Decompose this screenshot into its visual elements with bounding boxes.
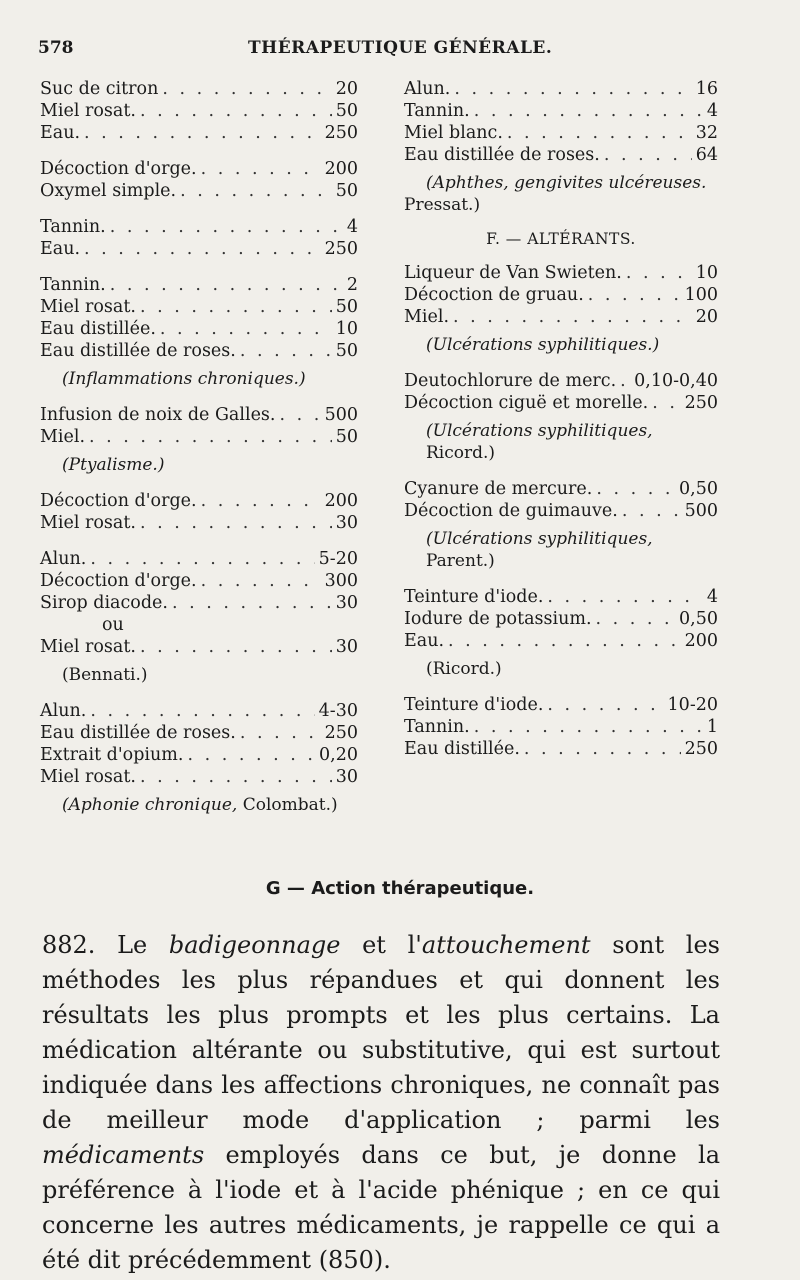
para-text: sont les méthodes les plus répandues et qui donnent les résultats les plus prompts et les plus certains. La médication altérante ou substitutive, qui est surtout indiquée dans les affections chroniques, ne connaît pas de meilleur mode d'application ; parmi les (42, 931, 720, 1134)
ingredient-row (404, 586, 718, 608)
ingredient-name: Décoction de guimauve. (404, 501, 618, 521)
ingredient-name: Oxymel simple. (40, 181, 177, 201)
leader-dots (89, 426, 332, 448)
section-title: G — Action thérapeutique. (265, 878, 535, 899)
ingredient-row (40, 318, 358, 340)
section-subheading: F. — ALTÉRANTS. (486, 230, 636, 248)
ingredient-quantity: 250 (324, 123, 358, 143)
ingredient-name: Tannin. (40, 217, 106, 237)
leader-dots (596, 608, 676, 630)
ingredient-quantity: 300 (324, 571, 358, 591)
note-author: Colombat.) (237, 795, 338, 815)
leader-dots (507, 122, 692, 144)
ingredient-row (40, 426, 358, 448)
ingredient-row (404, 284, 718, 306)
ingredient-row (404, 392, 718, 414)
ingredient-row (40, 700, 358, 722)
page-number: 578 (38, 38, 74, 58)
indication-note (404, 528, 718, 572)
ingredient-name: Décoction ciguë et morelle. (404, 393, 649, 413)
leader-dots (140, 296, 332, 318)
leader-dots (172, 592, 332, 614)
leader-dots (453, 306, 692, 328)
ingredient-quantity: 500 (324, 405, 358, 425)
recipe-group (40, 490, 358, 534)
ingredient-quantity: 16 (695, 79, 718, 99)
ingredient-name: Miel blanc. (404, 123, 503, 143)
ingredient-quantity: 1 (706, 717, 718, 737)
ingredient-quantity: 50 (335, 297, 358, 317)
leader-dots (140, 100, 332, 122)
ingredient-name: Iodure de potassium. (404, 609, 592, 629)
left-column-recipes (40, 78, 358, 830)
leader-dots (84, 238, 321, 260)
ingredient-quantity: 250 (684, 739, 718, 759)
ingredient-name: Tannin. (404, 101, 470, 121)
ingredient-row (404, 478, 718, 500)
indication-note (404, 420, 718, 464)
ingredient-name: Eau. (404, 631, 445, 651)
leader-dots (140, 512, 332, 534)
note-author-line: Pressat.) (404, 195, 481, 215)
ingredient-quantity: 0,50 (679, 609, 718, 629)
ingredient-name: Alun. (40, 549, 87, 569)
recipe-group (404, 230, 718, 356)
ingredient-quantity: 5-20 (318, 549, 358, 569)
ingredient-name: Eau. (40, 123, 81, 143)
ingredient-row (40, 122, 358, 144)
note-text: (Ricord.) (426, 659, 502, 679)
leader-dots (187, 744, 315, 766)
ingredient-quantity: 0,20 (319, 745, 358, 765)
ingredient-row (404, 262, 718, 284)
ingredient-name: Miel. (40, 427, 86, 447)
ingredient-name: Miel rosat. (40, 637, 136, 657)
recipe-group (404, 478, 718, 572)
leader-dots (201, 158, 321, 180)
right-column-recipes (404, 78, 718, 774)
ingredient-quantity: 20 (695, 307, 718, 327)
indication-note (404, 334, 718, 356)
recipe-group (40, 700, 358, 816)
ingredient-name: Eau. (40, 239, 81, 259)
leader-dots (90, 548, 314, 570)
ingredient-name: Alun. (40, 701, 87, 721)
ingredient-name: Teinture d'iode. (404, 695, 544, 715)
ingredient-row (40, 592, 358, 614)
ingredient-row (40, 614, 358, 636)
ingredient-row (40, 238, 358, 260)
ingredient-row (40, 216, 358, 238)
ingredient-row (404, 630, 718, 652)
ingredient-quantity: 50 (335, 181, 358, 201)
ingredient-quantity: 30 (335, 637, 358, 657)
ingredient-quantity: 0,50 (679, 479, 718, 499)
ingredient-row (404, 694, 718, 716)
para-italic: attouchement (421, 931, 591, 959)
indication-note (40, 794, 358, 816)
ingredient-name: Deutochlorure de merc. (404, 371, 617, 391)
ingredient-row (40, 722, 358, 744)
leader-dots (140, 636, 332, 658)
ingredient-row (40, 570, 358, 592)
ingredient-quantity: 10 (335, 319, 358, 339)
leader-dots (474, 100, 703, 122)
note-italic: (Inflammations chroniques.) (62, 369, 306, 389)
leader-dots (201, 570, 321, 592)
ingredient-name: Décoction d'orge. (40, 159, 197, 179)
leader-dots (622, 500, 681, 522)
para-italic: badigeonnage (168, 931, 341, 959)
ingredient-row (40, 490, 358, 512)
note-italic: (Aphonie chronique, (62, 795, 238, 815)
note-italic: (Ulcérations syphilitiques.) (426, 335, 660, 355)
note-italic: (Aphthes, gengivites ulcéreuses. (426, 173, 707, 193)
recipe-group (40, 158, 358, 202)
ingredient-quantity: 100 (684, 285, 718, 305)
leader-dots (620, 370, 630, 392)
ingredient-quantity: 64 (695, 145, 718, 165)
ingredient-name: Décoction de gruau. (404, 285, 584, 305)
ingredient-row (404, 716, 718, 738)
para-text: employés dans ce but, je donne la préférence à l'iode et à l'acide phénique ; en ce qui concerne les autres médicaments, je rappelle ce qui a été dit précédemment (850). (42, 1141, 720, 1274)
ingredient-quantity: 4 (706, 101, 718, 121)
leader-dots (90, 700, 314, 722)
recipe-group (404, 694, 718, 760)
ingredient-name: Eau distillée de roses. (40, 723, 236, 743)
leader-dots (626, 262, 692, 284)
ingredient-row (40, 340, 358, 362)
ingredient-row (40, 180, 358, 202)
recipe-group (40, 216, 358, 260)
ingredient-row (404, 500, 718, 522)
ingredient-row (40, 296, 358, 318)
ingredient-row (404, 78, 718, 100)
leader-dots (110, 274, 343, 296)
leader-dots (596, 478, 675, 500)
ingredient-quantity: 10 (695, 263, 718, 283)
ingredient-quantity: 200 (324, 491, 358, 511)
note-italic: (Ulcérations syphilitiques, (426, 529, 653, 549)
ingredient-row (40, 766, 358, 788)
ingredient-name: Miel rosat. (40, 767, 136, 787)
ingredient-row (404, 738, 718, 760)
ingredient-quantity: 0,10-0,40 (634, 371, 718, 391)
ingredient-name: Miel rosat. (40, 297, 136, 317)
note-text: (Bennati.) (62, 665, 148, 685)
indication-note (404, 658, 718, 680)
ingredient-quantity: 200 (684, 631, 718, 651)
leader-dots (448, 630, 681, 652)
leader-dots (240, 722, 321, 744)
ingredient-name: Alun. (404, 79, 451, 99)
ingredient-name: Eau distillée de roses. (404, 145, 600, 165)
ingredient-name: Eau distillée. (404, 739, 520, 759)
ingredient-quantity: 4 (706, 587, 718, 607)
ingredient-row (40, 636, 358, 658)
ingredient-quantity: 30 (335, 513, 358, 533)
ingredient-quantity: 200 (324, 159, 358, 179)
ingredient-quantity: 50 (335, 427, 358, 447)
ingredient-quantity: 30 (335, 593, 358, 613)
leader-dots (547, 694, 663, 716)
leader-dots (201, 490, 321, 512)
running-title: THÉRAPEUTIQUE GÉNÉRALE. (248, 38, 553, 58)
ingredient-row (404, 122, 718, 144)
ingredient-row (40, 158, 358, 180)
note-italic: (Ptyalisme.) (62, 455, 165, 475)
leader-dots (547, 586, 702, 608)
ingredient-quantity: 250 (684, 393, 718, 413)
ingredient-quantity: 2 (346, 275, 358, 295)
recipe-group (404, 78, 718, 216)
ingredient-name: Miel rosat. (40, 101, 136, 121)
ingredient-name: Décoction d'orge. (40, 491, 197, 511)
para-italic: médicaments (42, 1141, 205, 1169)
para-text: 882. Le (42, 931, 169, 959)
ingredient-row (40, 100, 358, 122)
indication-note (40, 664, 358, 686)
ingredient-row (40, 274, 358, 296)
recipe-group (40, 548, 358, 686)
ingredient-row (40, 548, 358, 570)
ingredient-name: Eau distillée de roses. (40, 341, 236, 361)
indication-note (404, 172, 718, 194)
ingredient-name: Tannin. (404, 717, 470, 737)
ingredient-name: Eau distillée. (40, 319, 156, 339)
leader-dots (84, 122, 321, 144)
ingredient-name: Cyanure de mercure. (404, 479, 593, 499)
ingredient-name: Miel rosat. (40, 513, 136, 533)
ingredient-row (404, 608, 718, 630)
body-paragraph (42, 928, 720, 1278)
page-header (38, 38, 758, 62)
ingredient-quantity: 250 (324, 723, 358, 743)
ingredient-name: Tannin. (40, 275, 106, 295)
ingredient-name: Teinture d'iode. (404, 587, 544, 607)
ingredient-row (40, 404, 358, 426)
recipe-group (40, 274, 358, 390)
ingredient-quantity: 50 (335, 101, 358, 121)
ingredient-name: ou (102, 615, 124, 635)
leader-dots (524, 738, 681, 760)
ingredient-quantity: 30 (335, 767, 358, 787)
ingredient-quantity: 500 (684, 501, 718, 521)
ingredient-name: Extrait d'opium. (40, 745, 184, 765)
ingredient-name: Miel. (404, 307, 450, 327)
note-author: Parent.) (426, 551, 495, 571)
ingredient-name: Sirop diacode. (40, 593, 168, 613)
recipe-group (40, 78, 358, 144)
leader-dots (474, 716, 703, 738)
ingredient-quantity: 4 (346, 217, 358, 237)
ingredient-quantity: 20 (335, 79, 358, 99)
recipe-group (40, 404, 358, 476)
ingredient-quantity: 10-20 (667, 695, 718, 715)
para-text: et l' (340, 931, 422, 959)
ingredient-row (404, 100, 718, 122)
note-italic: (Ulcérations syphilitiques, (426, 421, 653, 441)
ingredient-row (40, 744, 358, 766)
ingredient-name: Suc de citron (40, 79, 159, 99)
ingredient-quantity: 32 (695, 123, 718, 143)
ingredient-row (404, 144, 718, 166)
note-author: Ricord.) (426, 443, 496, 463)
leader-dots (279, 404, 320, 426)
leader-dots (180, 180, 332, 202)
leader-dots (604, 144, 692, 166)
leader-dots (162, 78, 331, 100)
ingredient-quantity: 50 (335, 341, 358, 361)
indication-note (40, 368, 358, 390)
ingredient-name: Décoction d'orge. (40, 571, 197, 591)
leader-dots (140, 766, 332, 788)
leader-dots (588, 284, 681, 306)
leader-dots (160, 318, 332, 340)
ingredient-quantity: 4-30 (318, 701, 358, 721)
leader-dots (240, 340, 332, 362)
ingredient-quantity: 250 (324, 239, 358, 259)
ingredient-name: Liqueur de Van Swieten. (404, 263, 622, 283)
ingredient-row (404, 306, 718, 328)
recipe-group (404, 586, 718, 680)
leader-dots (110, 216, 343, 238)
leader-dots (652, 392, 680, 414)
leader-dots (454, 78, 691, 100)
ingredient-row (40, 78, 358, 100)
ingredient-row (40, 512, 358, 534)
indication-note (40, 454, 358, 476)
recipe-group (404, 370, 718, 464)
ingredient-name: Infusion de noix de Galles. (40, 405, 276, 425)
ingredient-row (404, 370, 718, 392)
